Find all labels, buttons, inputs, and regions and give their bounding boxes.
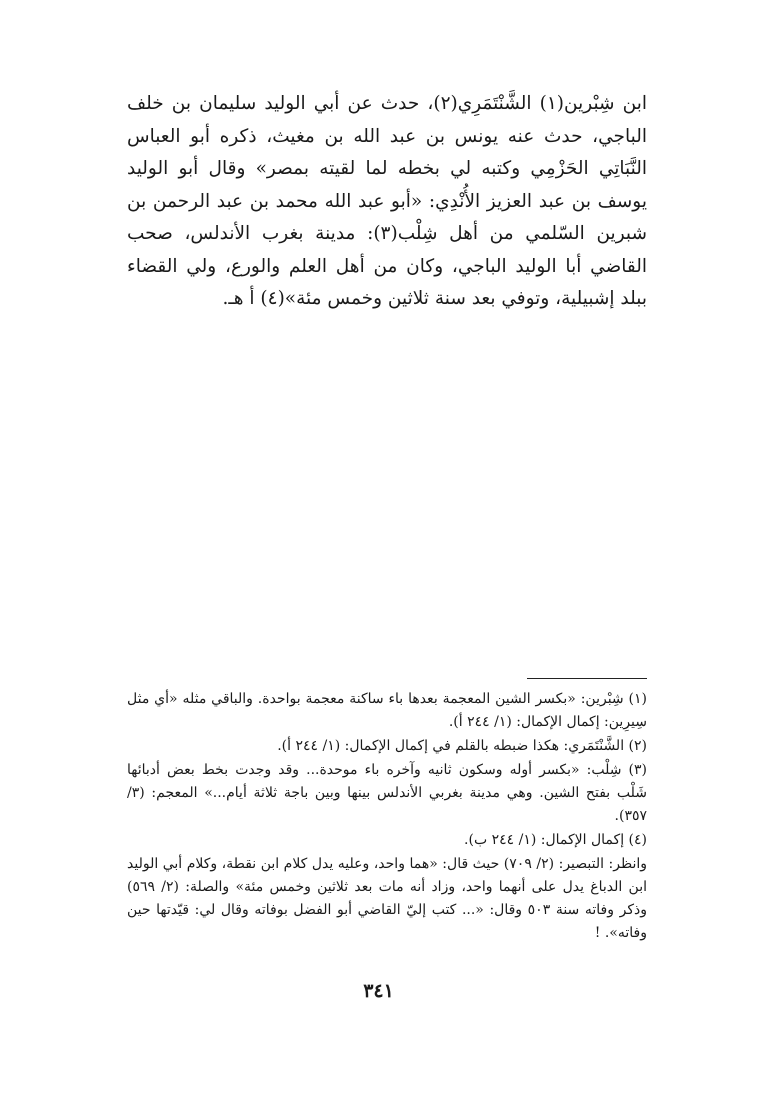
- page-number: ٣٤١: [363, 980, 394, 1002]
- footnotes-section: [127, 688, 647, 946]
- footnote-4: (٤) إكمال الإكمال: (١/ ٢٤٤ ب).: [464, 832, 647, 848]
- footnote-3: (٣) شِلْب: «بكسر أوله وسكون ثانيه وآخره باء موحدة... وقد وجدت بخط بعض أدبائها شَلْب بفتح الشين. وهي مدينة بغربي الأندلس بينها وبين باجة ثلاثة أيام...» المعجم: (٣/ ٣٥٧).: [127, 762, 647, 824]
- footnote-2: (٢) الشَّنْتَمَري: هكذا ضبطه بالقلم في إكمال الإكمال: (١/ ٢٤٤ أ).: [277, 738, 647, 754]
- footnote-separator-rule: [527, 678, 647, 679]
- footnote-4-continuation: وانظر: التبصير: (٢/ ٧٠٩) حيث قال: «هما واحد، وعليه يدل كلام ابن نقطة، وكلام أبي الوليد ابن الدباغ يدل على أنهما واحد، وزاد أنه مات بعد ثلاثين وخمس مئة» والصلة: (٢/ ٥٦٩) وذكر وفاته سنة ٥٠٣ وقال: «... كتب إليّ القاضي أبو الفضل بوفاته وقال لي: قيّدتها حين وفاته». !: [127, 856, 648, 941]
- main-paragraph: ابن شِبْرين(١) الشَّنْتَمَرِي(٢)، حدث عن أبي الوليد سليمان بن خلف الباجي، حدث عنه يونس بن عبد الله بن مغيث، ذكره أبو العباس النَّبَاتِي الحَزْمِي وكتبه لي بخطه لما لقيته بمصر» وقال أبو الوليد يوسف بن عبد العزيز الأُنْدِي: «أبو عبد الله محمد بن عبد الرحمن بن شبرين السّلمي من أهل شِلْب(٣): مدينة بغرب الأندلس، صحب القاضي أبا الوليد الباجي، وكان من أهل العلم والورع، ولي القضاء ببلد إشبيلية، وتوفي بعد سنة ثلاثين وخمس مئة»(٤) أ هـ.: [127, 93, 647, 309]
- footnote-1: (١) شِبْرين: «بكسر الشين المعجمة بعدها باء ساكنة معجمة بواحدة. والباقي مثله «أي مثل سِيرِين: إكمال الإكمال: (١/ ٢٤٤ أ).: [127, 691, 647, 730]
- main-text-body: [127, 88, 647, 316]
